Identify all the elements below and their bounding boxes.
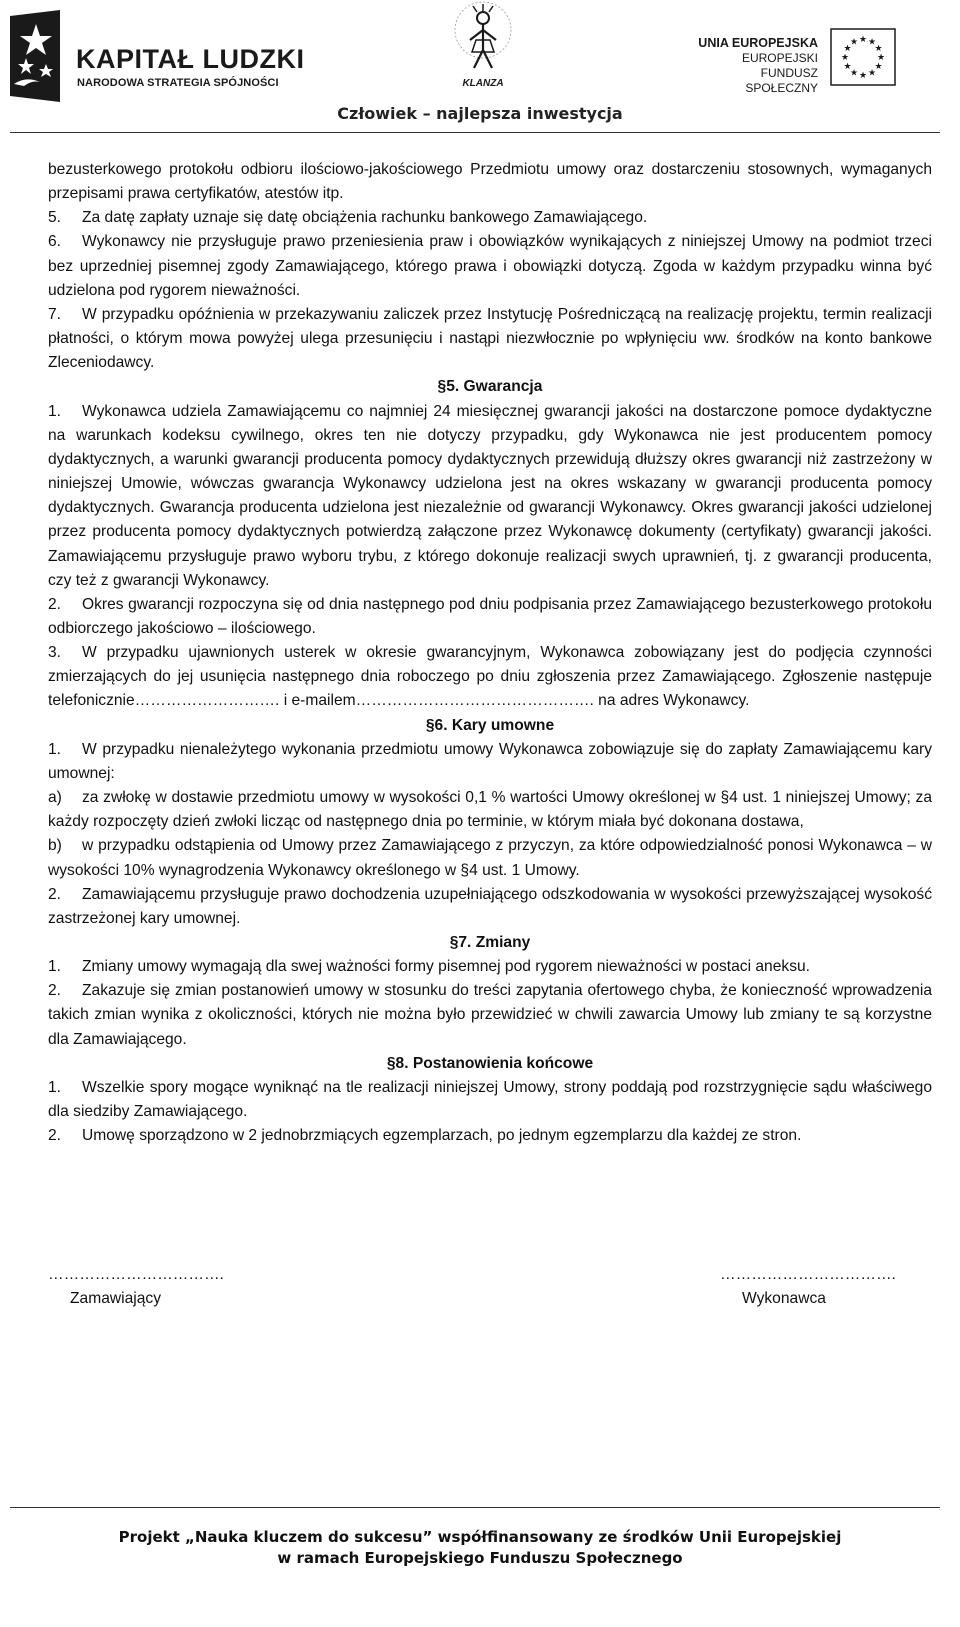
list-number: 1. <box>48 740 62 758</box>
list-number: 2. <box>48 595 62 613</box>
eu-flag-icon <box>830 28 896 86</box>
list-item <box>48 641 932 713</box>
ue-text-block <box>690 36 818 96</box>
svg-text:★: ★ <box>849 37 859 48</box>
list-item-text: Okres gwarancji rozpoczyna się od dnia następnego pod dniu podpisania przez Zamawiającego bezusterkowego protokołu odbiorczego jakościowo – ilościowego. <box>48 595 932 637</box>
signature-block-contracting-party <box>48 1263 248 1311</box>
list-item-text: Umowę sporządzono w 2 jednobrzmiących egzemplarzach, po jednym egzemplarzu dla każdej ze stron. <box>82 1127 802 1145</box>
list-item <box>48 1124 932 1148</box>
list-item <box>48 786 932 834</box>
list-number: 6. <box>48 233 62 251</box>
list-number: 7. <box>48 305 62 323</box>
list-number: 2. <box>48 885 62 903</box>
list-item-text: Za datę zapłaty uznaje się datę obciążenia rachunku bankowego Zamawiającego. <box>82 209 648 227</box>
footer-line-2: w ramach Europejskiego Funduszu Społecznego <box>277 1549 683 1567</box>
footer-divider <box>10 1507 940 1508</box>
signature-line: ……………………………. <box>720 1266 896 1283</box>
list-item <box>48 230 932 302</box>
signature-line: ……………………………. <box>48 1266 224 1283</box>
svg-text:★: ★ <box>843 44 852 54</box>
svg-text:★: ★ <box>843 62 852 72</box>
signature-role: Zamawiający <box>70 1290 161 1307</box>
svg-text:★: ★ <box>840 53 850 63</box>
list-item <box>48 883 932 931</box>
list-item <box>48 834 932 882</box>
ue-logo <box>690 28 950 95</box>
list-item <box>48 738 932 786</box>
svg-text:★: ★ <box>849 68 859 79</box>
list-number: b) <box>48 837 62 855</box>
svg-text:★: ★ <box>858 35 868 45</box>
header-slogan: Człowiek – najlepsza inwestycja <box>337 104 623 123</box>
kapital-ludzki-logo <box>6 10 306 102</box>
signature-role: Wykonawca <box>742 1290 826 1307</box>
klanza-label: KLANZA <box>462 78 504 89</box>
section-heading: §7. Zmiany <box>449 934 531 951</box>
list-item-text: W przypadku opóźnienia w przekazywaniu zaliczek przez Instytucję Pośredniczącą na realizację projektu, termin realizacji płatności, o którym mowa powyżej ulega przesunięciu i nastąpi niezwłocznie po wpłynięciu ww. środków na konto bankowe Zleceniodawcy. <box>48 305 932 372</box>
svg-text:★: ★ <box>874 62 883 72</box>
klanza-figure-icon <box>448 0 518 80</box>
svg-text:★: ★ <box>876 53 886 63</box>
list-item <box>48 400 932 593</box>
header-divider <box>10 132 940 133</box>
list-item-text: w przypadku odstąpienia od Umowy przez Zamawiającego z przyczyn, za które odpowiedzialność ponosi Wykonawca – w wysokości 10% wynagrodzenia Wykonawcy określonego w §4 ust. 1 Umowy. <box>48 837 932 879</box>
list-item-text: Wszelkie spory mogące wyniknąć na tle realizacji niniejszej Umowy, strony poddają pod rozstrzygnięcie sądu właściwego dla siedziby Zamawiającego. <box>48 1078 932 1121</box>
kapital-ludzki-title: KAPITAŁ LUDZKI <box>76 44 305 74</box>
footer-line-1: Projekt „Nauka kluczem do sukcesu” współfinansowany ze środków Unii Europejskiej <box>118 1528 842 1546</box>
document-body <box>48 158 932 1148</box>
list-item <box>48 955 932 979</box>
page-footer <box>0 1527 960 1569</box>
list-item <box>48 303 932 375</box>
list-number: 2. <box>48 1127 62 1145</box>
list-item-text: W przypadku nienależytego wykonania przedmiotu umowy Wykonawca zobowiązuje się do zapłaty Zamawiającemu kary umownej: <box>48 740 932 782</box>
list-number: 1. <box>48 1078 62 1096</box>
list-item <box>48 979 932 1051</box>
svg-text:★: ★ <box>858 71 868 81</box>
list-item <box>48 1076 932 1124</box>
list-number: 2. <box>48 982 62 1000</box>
list-item-text: Wykonawca udziela Zamawiającemu co najmniej 24 miesięcznej gwarancji jakości na dostarczone pomoce dydaktyczne na warunkach kodeksu cywilnego, okres ten nie dotyczy przypadku, gdy Wykonawca nie jest producentem pomocy dydaktycznych, a warunki gwarancji producenta pomocy dydaktycznych przewidują dłuższy okres gwarancji niż zastrzeżony w niniejszej Umowie, wówczas gwarancja Wykonawcy udzielona jest na okres wskazany w gwarancji producenta pomocy dydaktycznych. Gwarancja producenta udzielona jest niezależnie od gwarancji Wykonawcy. Okres gwarancji jakości udzielonej przez producenta pomocy dydaktycznych potwierdzą załączone przez Wykonawcę dokumenty (certyfikaty) gwarancji jakości. Zamawiającemu przysługuje prawo wyboru trybu, z którego dokonuje realizacji swych uprawnień, tj. z gwarancji producenta, czy też z gwarancji Wykonawcy. <box>48 402 932 589</box>
list-item-text: Zamawiającemu przysługuje prawo dochodzenia uzupełniającego odszkodowania w wysokości przewyższającej wysokość zastrzeżonej kary umownej. <box>48 885 932 927</box>
section-heading: §5. Gwarancja <box>437 378 543 396</box>
list-number: 5. <box>48 209 62 227</box>
signature-block-contractor <box>720 1263 910 1311</box>
svg-text:★: ★ <box>867 68 877 79</box>
section-heading: §8. Postanowienia końcowe <box>386 1054 594 1072</box>
list-item-text: za zwłokę w dostawie przedmiotu umowy w wysokości 0,1 % wartości Umowy określonej w §4 ust. 1 niniejszej Umowy; za każdy rozpoczęty dzień zwłoki licząc od następnego dnia po terminie, w którym miała być dokonana dostawa, <box>48 789 932 831</box>
ue-line-3: FUNDUSZ SPOŁECZNY <box>745 66 818 95</box>
ue-line-2: EUROPEJSKI <box>741 51 818 65</box>
list-number: a) <box>48 789 62 807</box>
kapital-ludzki-emblem-icon <box>6 10 64 102</box>
kapital-ludzki-subtitle: NARODOWA STRATEGIA SPÓJNOŚCI <box>77 77 279 89</box>
svg-text:★: ★ <box>874 44 883 54</box>
page-header <box>0 0 960 135</box>
list-item-text: Zakazuje się zmian postanowień umowy w stosunku do treści zapytania ofertowego chyba, że konieczność wprowadzenia takich zmian wynika z okoliczności, których nie można było przewidzieć w chwili zawarcia Umowy lub zmiany te są korzystne dla Zamawiającego. <box>48 982 932 1048</box>
list-number: 1. <box>48 402 62 420</box>
klanza-logo <box>448 0 518 96</box>
list-item-text: Wykonawcy nie przysługuje prawo przeniesienia praw i obowiązków wynikających z niniejszej Umowy na podmiot trzeci bez uprzedniej pisemnej zgody Zamawiającego, którego prawa i obowiązki dotyczą. Zgoda w każdym przypadku winna być udzielona pod rygorem nieważności. <box>48 233 932 299</box>
list-number: 1. <box>48 958 62 976</box>
list-number: 3. <box>48 644 62 662</box>
list-item <box>48 593 932 641</box>
list-item-text: W przypadku ujawnionych usterek w okresie gwarancyjnym, Wykonawca zobowiązany jest do podjęcia czynności zmierzających do jej usunięcia następnego dnia roboczego po dniu zgłoszenia przez Zamawiającego. Zgłoszenie następuje telefonicznie………………………. i e-mailem………………………………………. na adres Wykonawcy. <box>48 644 932 710</box>
list-item-text: Zmiany umowy wymagają dla swej ważności formy pisemnej pod rygorem nieważności w postaci aneksu. <box>82 958 811 976</box>
svg-text:★: ★ <box>867 37 877 48</box>
section-heading: §6. Kary umowne <box>425 716 555 734</box>
ue-line-1: UNIA EUROPEJSKA <box>698 36 818 50</box>
list-item <box>48 206 932 230</box>
paragraph: bezusterkowego protokołu odbioru ilościowo-jakościowego Przedmiotu umowy oraz dostarczeniu stosownych, wymaganych przepisami prawa certyfikatów, atestów itp. <box>48 161 932 203</box>
